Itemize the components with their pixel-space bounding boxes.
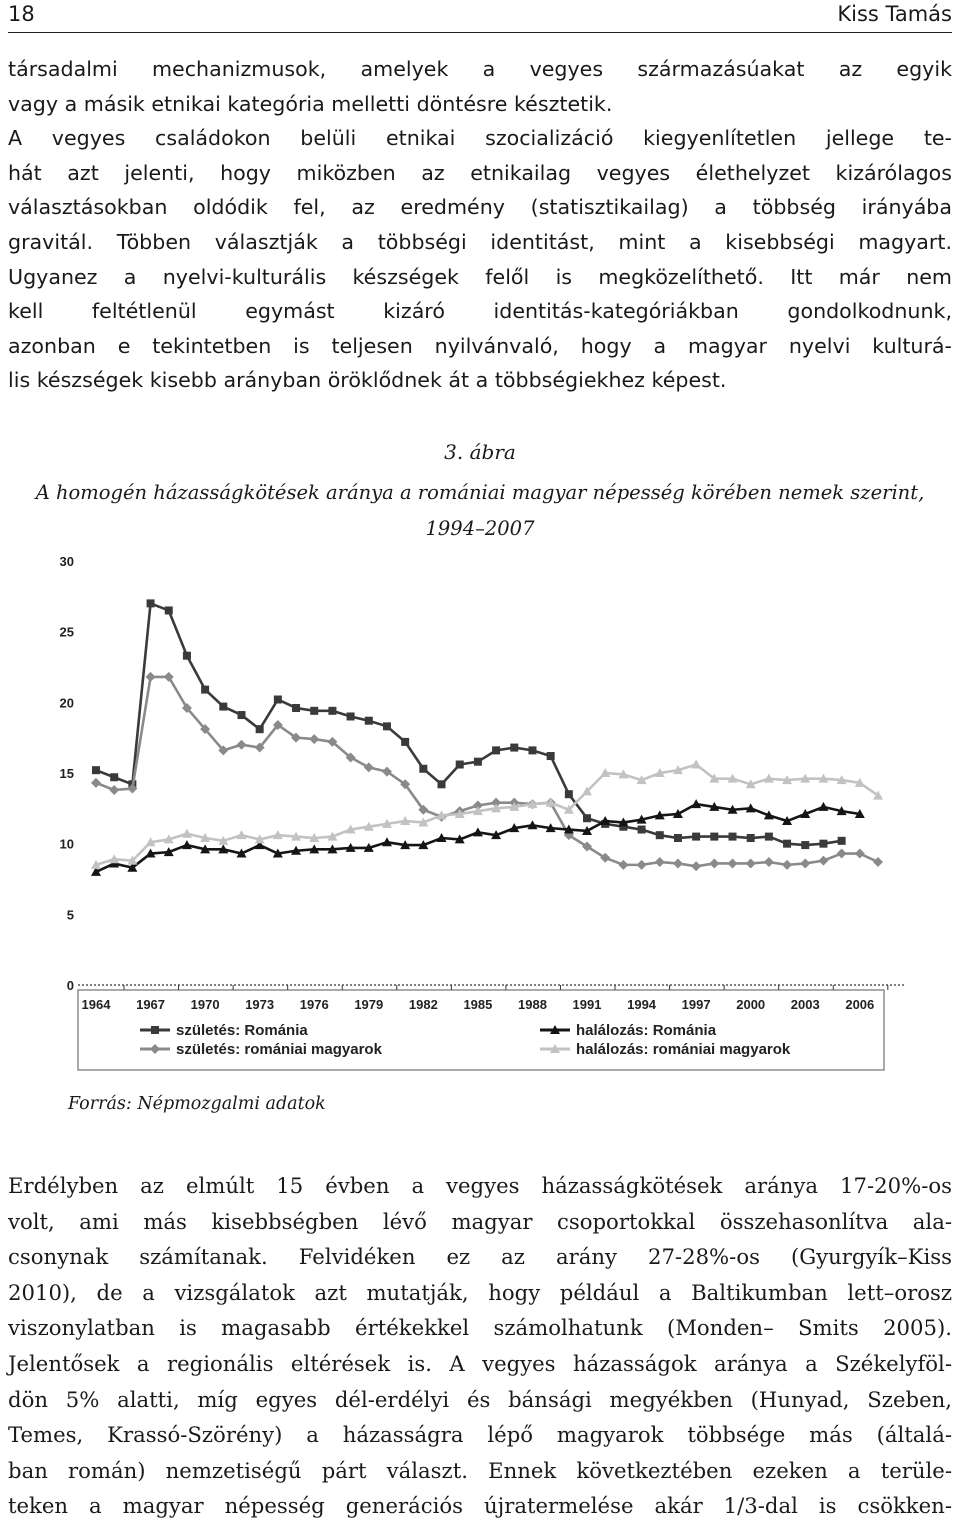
legend-label: halálozás: romániai magyarok [576, 1041, 791, 1058]
data-point [783, 840, 791, 848]
text-line: csonynak számítanak. Felvidéken ez az arány 27-28%-os (Gyurgyík–Kiss [8, 1244, 952, 1270]
figure-source: Forrás: Népmozgalmi adatok [68, 1094, 326, 1114]
text-line: választásokban oldódik fel, az eredmény (statisztikailag) a többség irányába [8, 195, 952, 220]
data-point [801, 841, 809, 849]
text-line: kell feltétlenül egymást kizáró identitás-kategóriákban gondolkodnunk, [8, 299, 952, 324]
x-tick-label: 1994 [627, 997, 657, 1012]
data-point [109, 785, 119, 795]
data-point [310, 707, 318, 715]
x-tick-label: 2006 [845, 997, 875, 1012]
text-line: Jelentősek a regionális eltérések is. A vegyes házasságok aránya a Székelyföl- [8, 1350, 952, 1376]
data-point [855, 849, 865, 859]
data-point [92, 766, 100, 774]
text-line: vagy a másik etnikai kategória melletti döntésre késztetik. [8, 91, 613, 116]
data-point [528, 746, 536, 754]
data-point [237, 711, 245, 719]
data-point [729, 833, 737, 841]
y-tick-label: 0 [66, 978, 74, 993]
data-point [618, 860, 628, 870]
data-point [547, 752, 555, 760]
data-point [438, 780, 446, 788]
data-point [347, 712, 355, 720]
data-point [819, 840, 827, 848]
data-point [583, 814, 591, 822]
data-point [419, 765, 427, 773]
text-line: viszonylatban is magasabb értékekkel számolhatunk (Monden– Smits 2005). [8, 1315, 952, 1341]
data-point [146, 672, 156, 682]
data-point [309, 734, 319, 744]
data-point [365, 717, 373, 725]
page-number: 18 [8, 2, 35, 26]
x-tick-label: 2003 [790, 997, 820, 1012]
data-point [456, 761, 464, 769]
legend-marker [150, 1044, 160, 1054]
x-tick-label: 1964 [81, 997, 111, 1012]
data-point [728, 858, 738, 868]
y-tick-label: 10 [59, 836, 74, 852]
data-point [364, 762, 374, 772]
y-tick-label: 30 [59, 554, 74, 569]
paragraph-1 [8, 52, 952, 398]
data-point [256, 725, 264, 733]
y-tick-label: 5 [66, 907, 74, 923]
y-tick-label: 25 [59, 624, 74, 640]
data-point [800, 858, 810, 868]
data-point [637, 860, 647, 870]
figure-number: 3. ábra [444, 440, 516, 464]
data-point [638, 826, 646, 834]
data-point [510, 744, 518, 752]
data-point [782, 860, 792, 870]
data-point [765, 833, 773, 841]
data-point [401, 738, 409, 746]
legend-label: születés: Románia [176, 1022, 308, 1039]
text-line: ban román) nemzetiségű párt választ. Ennek következtében ezeken a terüle- [8, 1457, 952, 1483]
data-point [818, 856, 828, 866]
data-point [292, 704, 300, 712]
data-point [165, 606, 173, 614]
data-point [838, 837, 846, 845]
text-line: Temes, Krassó-Szörény) a házasságra lépő magyarok többsége más (általá- [8, 1422, 952, 1448]
data-point [147, 599, 155, 607]
text-line: gravitál. Többen választják a többségi identitást, mint a kisebbségi magyart. [8, 229, 952, 254]
figure-title [20, 475, 940, 547]
data-point [183, 652, 191, 660]
legend-label: születés: romániai magyarok [176, 1041, 382, 1058]
data-point [655, 857, 665, 867]
data-point [709, 858, 719, 868]
x-tick-label: 1982 [408, 997, 438, 1012]
data-point [674, 834, 682, 842]
data-point [691, 861, 701, 871]
x-tick-label: 1985 [463, 997, 493, 1012]
text-line: azonban e tekintetben is teljesen nyilvánvaló, hogy a magyar nyelvi kulturá- [8, 333, 952, 358]
data-point [764, 857, 774, 867]
x-tick-label: 1967 [136, 997, 166, 1012]
text-line: volt, ami más kisebbségben lévő magyar csoportokkal összehasonlítva ala- [8, 1208, 952, 1234]
data-point [746, 858, 756, 868]
x-tick-label: 1991 [572, 997, 602, 1012]
y-tick-label: 15 [59, 766, 74, 781]
data-point [91, 778, 101, 788]
line-chart [0, 540, 960, 1080]
figure-title-line: 1994–2007 [425, 517, 535, 540]
data-point [110, 773, 118, 781]
x-tick-label: 1997 [681, 997, 711, 1012]
x-tick-label: 1979 [354, 997, 384, 1012]
data-point [328, 707, 336, 715]
data-point [873, 857, 883, 867]
data-point [656, 831, 664, 839]
figure-title-line: A homogén házasságkötések aránya a romániai magyar népesség körében nemek szerint, [35, 481, 925, 504]
running-author: Kiss Tamás [837, 2, 952, 26]
x-tick-label: 1988 [518, 997, 547, 1012]
text-line: hát azt jelenti, hogy miközben az etnikailag vegyes élethelyzet kizárólagos [8, 160, 952, 185]
data-point [274, 696, 282, 704]
text-line: A vegyes családokon belüli etnikai szocializáció kiegyenlítetlen jellege te- [8, 126, 952, 151]
text-line: Ugyanez a nyelvi-kulturális készségek felől is megközelíthető. Itt már nem [8, 264, 952, 289]
text-line: teken a magyar népesség generációs újratermelése akár 1/3-dal is csökken- [8, 1493, 952, 1519]
data-point [201, 686, 209, 694]
text-line: 2010), de a vizsgálatok azt mutatják, hogy például a Baltikumban lett–orosz [8, 1279, 952, 1305]
text-line: dön 5% alatti, míg egyes dél-erdélyi és bánsági megyékben (Hunyad, Szeben, [8, 1386, 952, 1412]
text-line: társadalmi mechanizmusok, amelyek a vegyes származásúakat az egyik [8, 57, 952, 81]
x-tick-label: 1970 [190, 997, 220, 1012]
data-point [565, 790, 573, 798]
data-point [673, 858, 683, 868]
legend-label: halálozás: Románia [576, 1022, 717, 1039]
text-line: lis készségek kisebb arányban öröklődnek át a többségiekhez képest. [8, 368, 727, 393]
text-line: Erdélyben az elmúlt 15 évben a vegyes házasságkötések aránya 17-20%-os [8, 1173, 952, 1198]
legend-marker [151, 1026, 159, 1034]
data-point [492, 746, 500, 754]
running-header [8, 0, 952, 33]
data-point [474, 758, 482, 766]
x-tick-label: 1973 [245, 997, 275, 1012]
data-point [691, 760, 701, 769]
data-point [383, 722, 391, 730]
paragraph-2 [8, 1168, 952, 1524]
data-point [236, 740, 246, 750]
data-point [219, 703, 227, 711]
y-tick-label: 20 [59, 695, 74, 711]
data-point [692, 833, 700, 841]
data-point [710, 833, 718, 841]
x-tick-label: 2000 [736, 997, 766, 1012]
data-point [747, 834, 755, 842]
x-tick-label: 1976 [299, 997, 329, 1012]
data-point [837, 849, 847, 859]
